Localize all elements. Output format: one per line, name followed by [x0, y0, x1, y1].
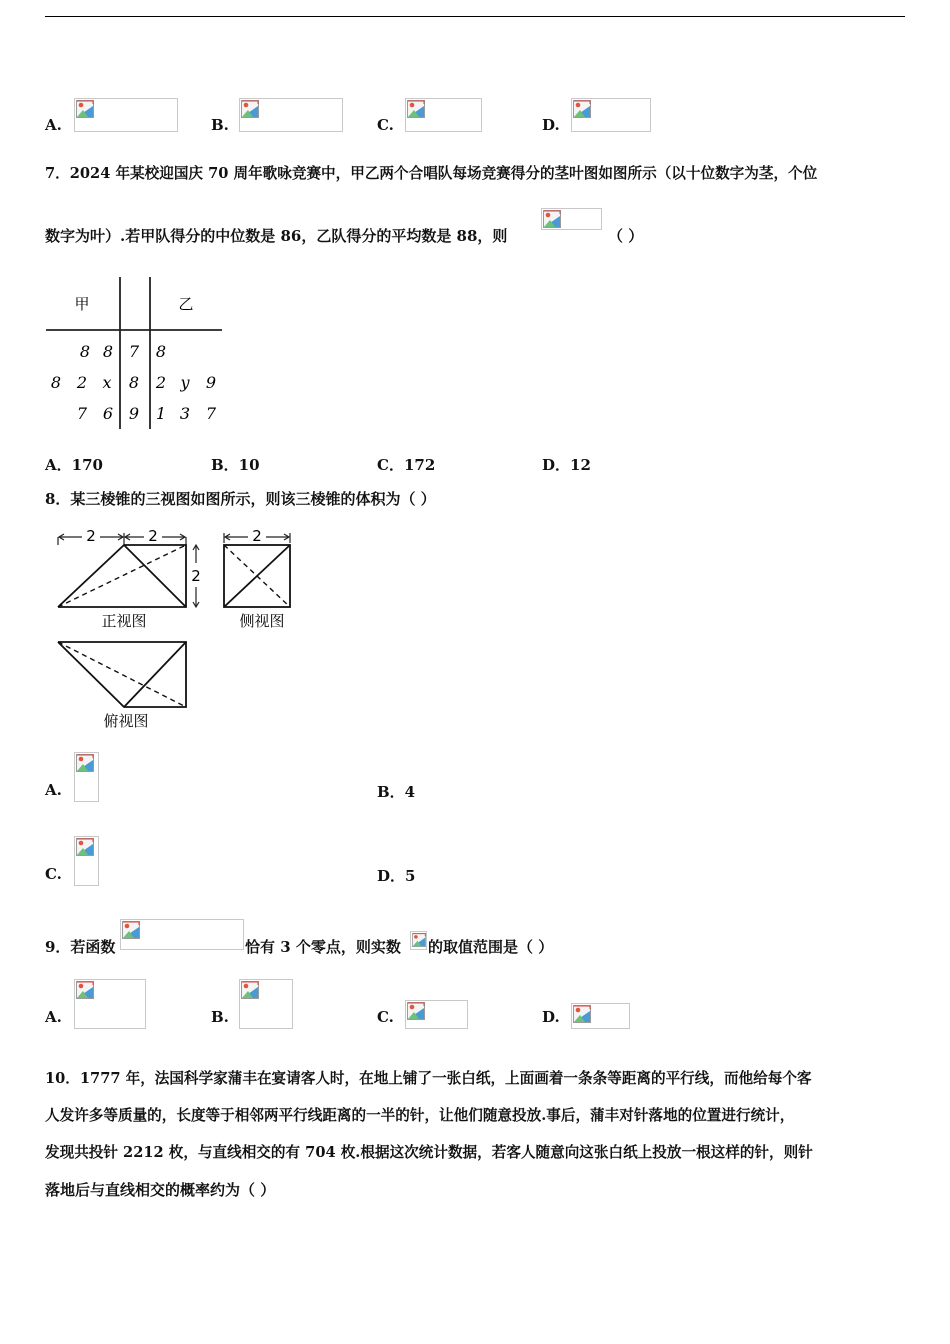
broken-image-icon: [412, 933, 426, 947]
broken-image-icon: [241, 100, 259, 118]
q7-inline-formula-image: [541, 208, 602, 230]
q10-question-line4: 落地后与直线相交的概率约为（ ）: [45, 1181, 276, 1199]
header-rule: [45, 16, 905, 17]
stemleaf-stem: 7: [128, 342, 140, 361]
q9-option-b: B.: [211, 1008, 229, 1026]
q9-option-c-image: [405, 1000, 468, 1029]
top-view-caption: 俯视图: [103, 712, 149, 730]
broken-image-icon: [76, 981, 94, 999]
dim-label: 2: [252, 527, 262, 545]
front-view-caption: 正视图: [101, 612, 147, 630]
q9-question-suffix: 的取值范围是（ ）: [428, 938, 554, 956]
stemleaf-leaf: 8: [50, 373, 62, 392]
broken-image-icon: [573, 100, 591, 118]
stemleaf-header-right: 乙: [178, 295, 194, 313]
q7-option-a: A．170: [45, 456, 103, 474]
broken-image-icon: [122, 921, 140, 939]
q9-option-c: C.: [377, 1008, 394, 1026]
dim-label: 2: [86, 527, 96, 545]
q7-stem-leaf-plot: [44, 275, 226, 433]
q8-option-a: A.: [45, 781, 62, 799]
stemleaf-leaf: 1: [155, 404, 167, 423]
q8-question: 8．某三棱锥的三视图如图所示，则该三棱锥的体积为（ ）: [45, 490, 436, 508]
dim-label: 2: [191, 567, 201, 585]
q7-answer-paren: （ ）: [608, 227, 644, 245]
stemleaf-leaf: 6: [102, 404, 114, 423]
broken-image-icon: [76, 838, 94, 856]
broken-image-icon: [543, 210, 561, 228]
stemleaf-leaf: 9: [205, 373, 217, 392]
q6-option-d-image: [571, 98, 651, 132]
q7-option-d: D．12: [542, 456, 591, 474]
q9-question-prefix: 9．若函数: [45, 938, 116, 956]
stemleaf-stem: 9: [128, 404, 140, 423]
broken-image-icon: [241, 981, 259, 999]
q8-option-d: D．5: [377, 867, 416, 885]
q9-option-d: D.: [542, 1008, 560, 1026]
broken-image-icon: [407, 1002, 425, 1020]
stemleaf-leaf: 2: [76, 373, 88, 392]
q6-option-c: C.: [377, 116, 394, 134]
q6-option-a: A.: [45, 116, 62, 134]
q10-question-line2: 人发许多等质量的，长度等于相邻两平行线距离的一半的针，让他们随意投放.事后，蒲丰对针落地的位置进行统计，: [45, 1107, 795, 1124]
q8-three-views-diagram: [44, 525, 304, 735]
stemleaf-leaf: 2: [155, 373, 167, 392]
stemleaf-leaf: x: [102, 373, 112, 392]
q10-question-line1: 10．1777 年，法国科学家蒲丰在宴请客人时，在地上铺了一张白纸，上面画着一条条等距离的平行线，而他给每个客: [45, 1070, 812, 1087]
broken-image-icon: [573, 1005, 591, 1023]
q6-option-a-image: [74, 98, 178, 132]
q9-question-middle: 恰有 3 个零点，则实数: [245, 938, 401, 956]
stemleaf-leaf: y: [180, 373, 190, 392]
side-view-caption: 侧视图: [239, 612, 285, 630]
q8-option-b: B．4: [377, 783, 416, 801]
broken-image-icon: [407, 100, 425, 118]
broken-image-icon: [76, 754, 94, 772]
stemleaf-leaf: 3: [179, 404, 191, 423]
q9-variable-image: [410, 931, 427, 950]
q9-option-b-image: [239, 979, 293, 1029]
q8-option-c-image: [74, 836, 99, 886]
q6-option-b-image: [239, 98, 343, 132]
q7-option-c: C．172: [377, 456, 436, 474]
broken-image-icon: [76, 100, 94, 118]
q6-option-b: B.: [211, 116, 229, 134]
q7-option-b: B．10: [211, 456, 260, 474]
q9-function-formula-image: [120, 919, 244, 950]
stemleaf-leaf: 8: [79, 342, 91, 361]
q9-option-a-image: [74, 979, 146, 1029]
stemleaf-leaf: 7: [205, 404, 217, 423]
stemleaf-leaf: 7: [76, 404, 88, 423]
q7-question-line1: 7．2024 年某校迎国庆 70 周年歌咏竞赛中，甲乙两个合唱队每场竞赛得分的茎叶图如图所示（以十位数字为茎，个位: [45, 165, 818, 182]
stemleaf-leaf: 8: [155, 342, 167, 361]
q9-option-d-image: [571, 1003, 630, 1029]
stemleaf-leaf: 8: [102, 342, 114, 361]
q7-question-line2: 数字为叶）.若甲队得分的中位数是 86，乙队得分的平均数是 88，则: [45, 227, 508, 245]
q6-option-c-image: [405, 98, 482, 132]
q6-option-d: D.: [542, 116, 560, 134]
q8-option-a-image: [74, 752, 99, 802]
q10-question-line3: 发现共投针 2212 枚，与直线相交的有 704 枚.根据这次统计数据，若客人随意向这张白纸上投放一根这样的针，则针: [45, 1144, 813, 1161]
stemleaf-stem: 8: [128, 373, 140, 392]
stemleaf-header-left: 甲: [74, 295, 90, 313]
q8-option-c: C.: [45, 865, 62, 883]
dim-label: 2: [148, 527, 158, 545]
q9-option-a: A.: [45, 1008, 62, 1026]
